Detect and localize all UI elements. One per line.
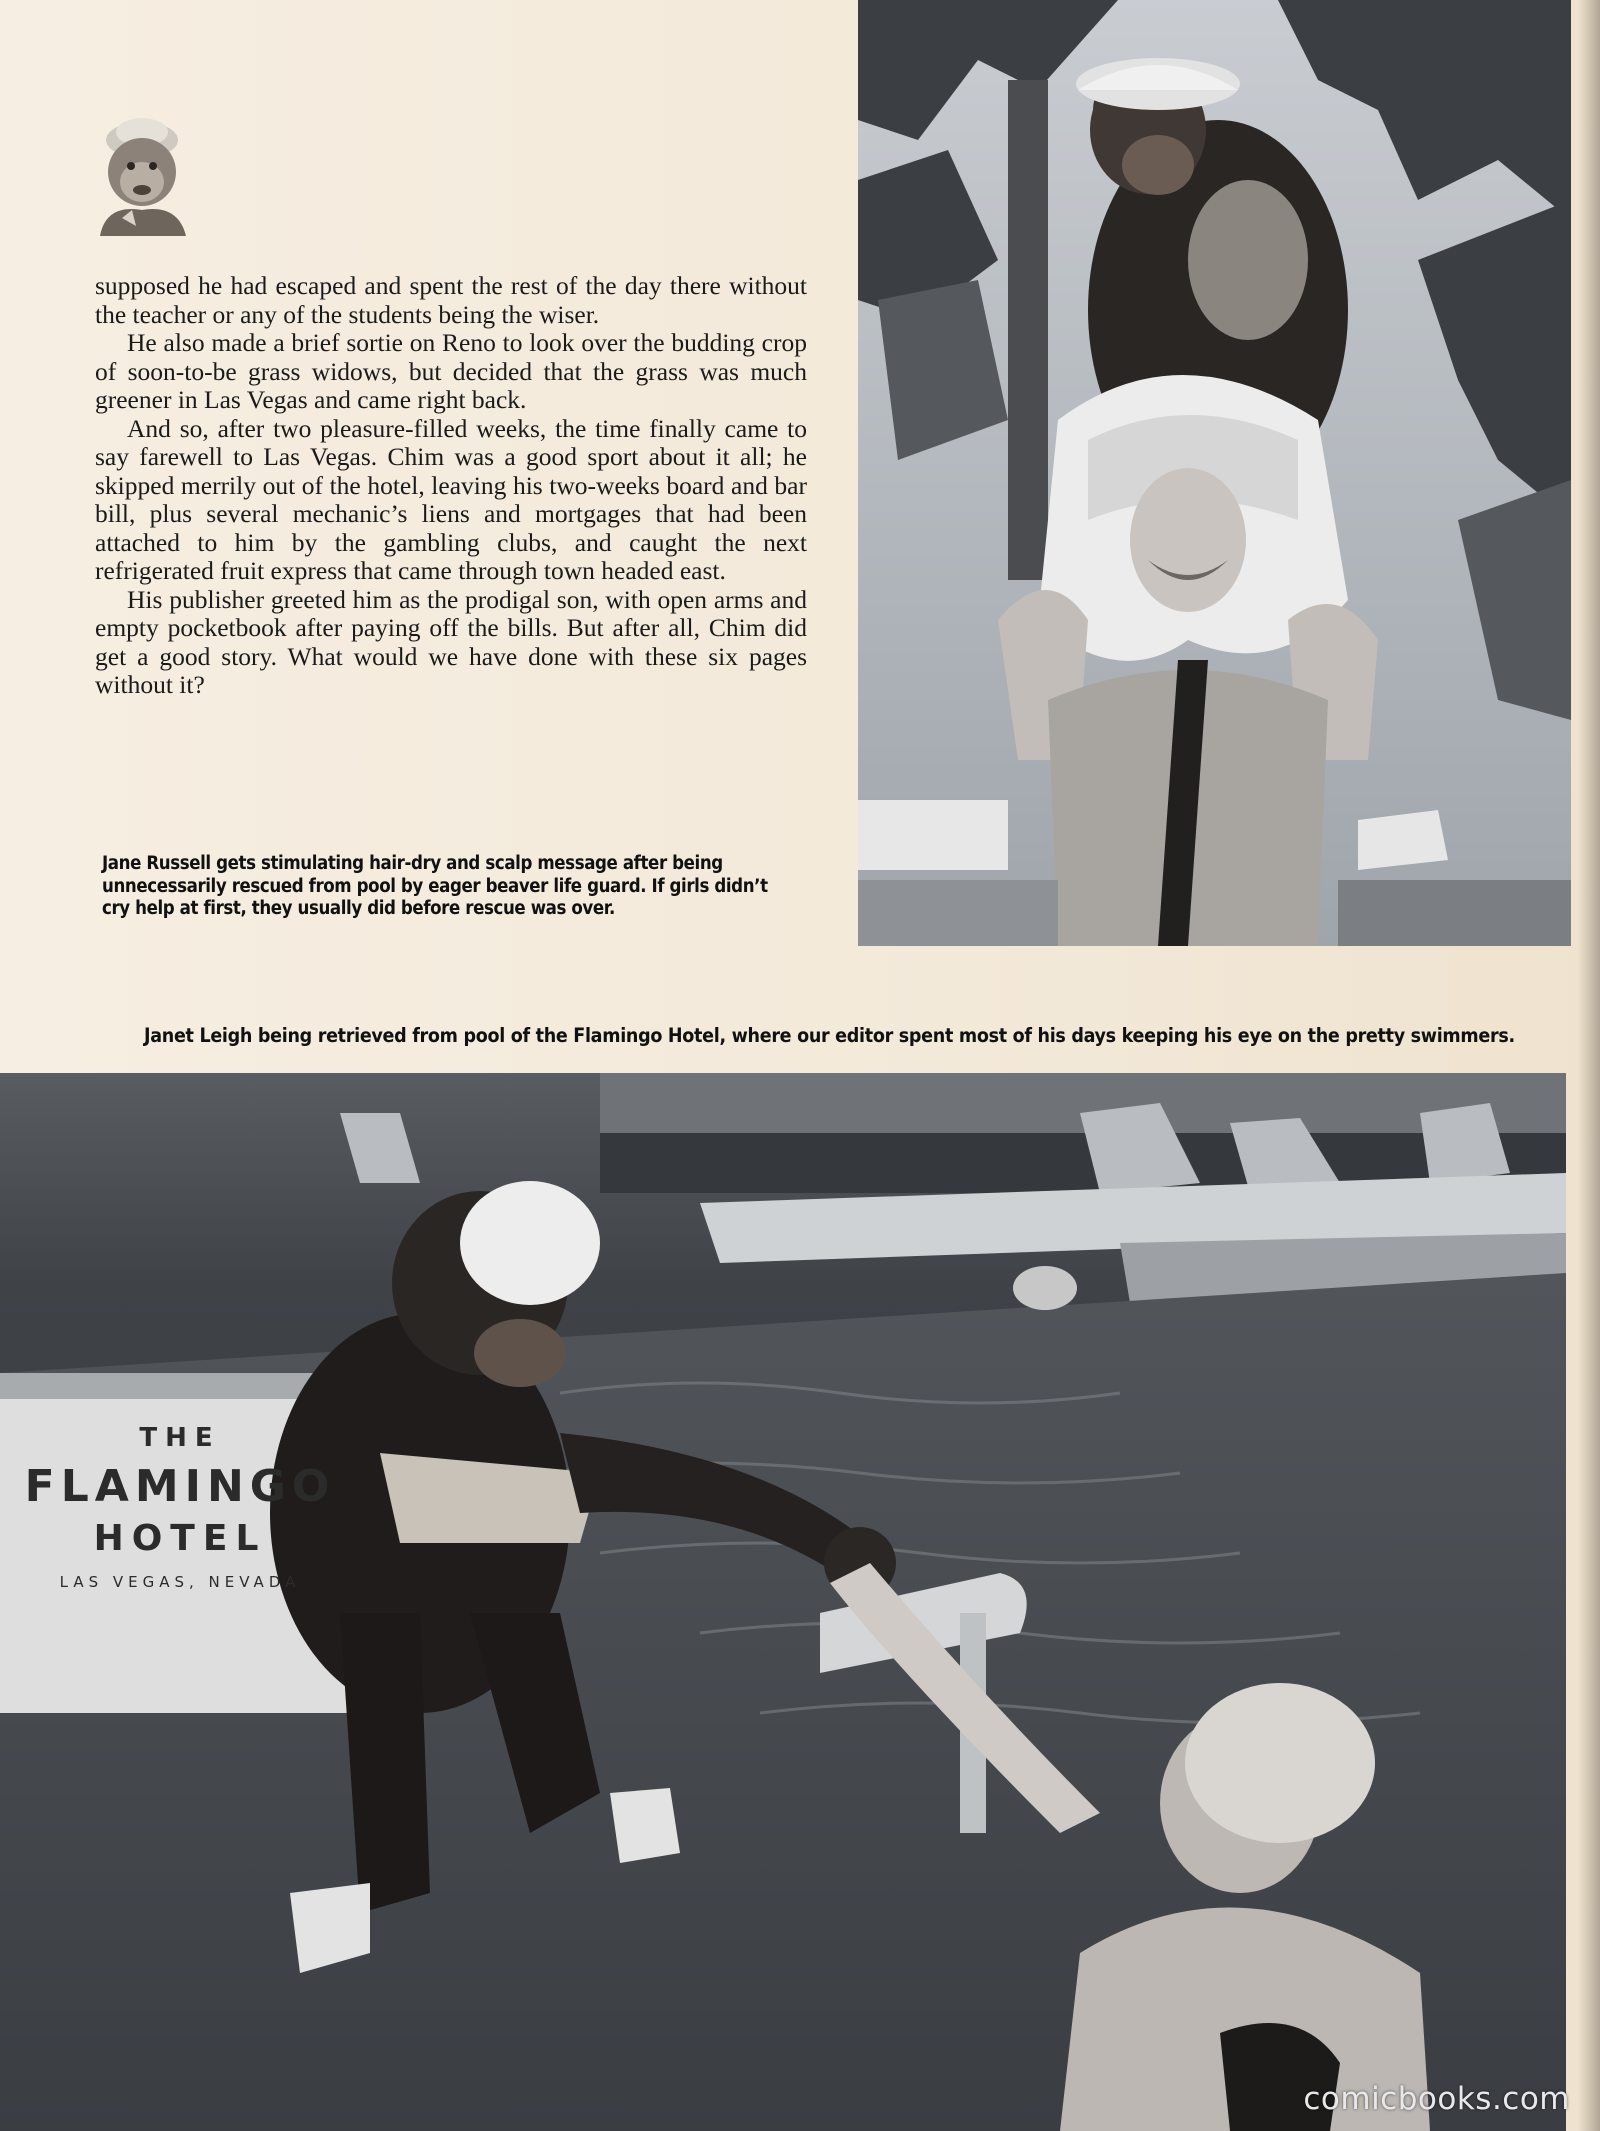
page-binding-shadow	[1578, 0, 1600, 2131]
sign-line-the: THE	[139, 1423, 221, 1453]
chimp-head-thumbnail	[92, 106, 196, 236]
article-paragraph: His publisher greeted him as the prodigal son, with open arms and empty pocketbook after paying off the bills. But after all, Chim did get a good story. What would we have done with these six pages without it?	[95, 584, 807, 699]
sign-line-flamingo: FLAMINGO	[24, 1461, 336, 1512]
article-paragraph: supposed he had escaped and spent the rest of the day there without the teacher or any of the students being the wiser.	[95, 271, 807, 329]
top-photo	[858, 0, 1571, 946]
bottom-photo	[0, 1073, 1566, 2131]
bottom-photo-caption: Janet Leigh being retrieved from pool of the Flamingo Hotel, where our editor spent most of his days keeping his eye on the pretty swimmers.	[144, 1024, 1515, 1047]
top-photo-caption: Jane Russell gets stimulating hair-dry and scalp message after being unnecessarily rescued from pool by eager beaver life guard. If girls didn’t cry help at first, they usually did before rescue was over.	[102, 853, 768, 919]
watermark: comicbooks.com	[1303, 2081, 1570, 2117]
article-paragraph: And so, after two pleasure-filled weeks, the time finally came to say farewell to Las Vegas. Chim was a good sport about it all; he skipped merrily out of the hotel, leaving his two-weeks board and bar bill, plus several mechanic’s liens and mortgages that had been attached to him by the gambling clubs, and caught the next refrigerated fruit express that came through town headed east.	[95, 413, 807, 585]
article-body	[95, 272, 807, 700]
sign-line-location: LAS VEGAS, NEVADA	[59, 1573, 301, 1591]
flamingo-hotel-sign	[0, 1393, 360, 1591]
sign-line-hotel: HOTEL	[93, 1518, 267, 1559]
article-paragraph: He also made a brief sortie on Reno to look over the budding crop of soon-to-be grass widows, but decided that the grass was much greener in Las Vegas and came right back.	[95, 328, 807, 414]
